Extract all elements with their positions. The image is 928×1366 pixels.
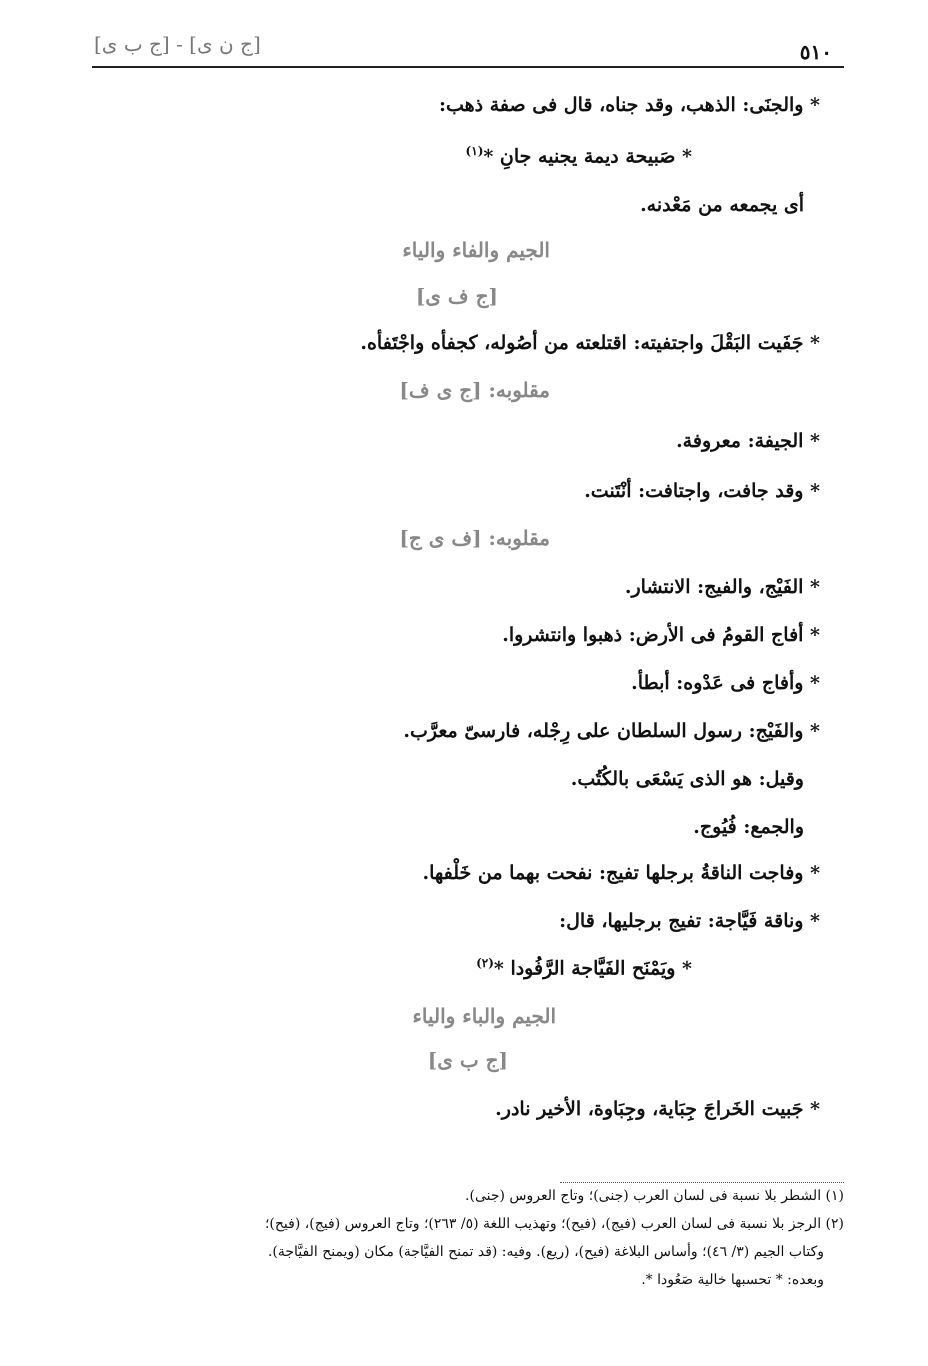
footnote: (٢) الرجز بلا نسبة فى لسان العرب (فيج)، (فيح)؛ وتهذيب اللغة (٥/ ٢٦٣)؛ وتاج العروس (فيج)، (فيح)؛	[264, 1216, 844, 1232]
section-heading: الجيم والباء والياء	[412, 1004, 556, 1028]
text-line: أى يجمعه من مَعْدنه.	[640, 194, 804, 216]
page-number: ٥١٠	[799, 40, 832, 64]
verse-line: * صَبيحة ديمة يجنيه جانِ *$^{(١)}$	[465, 144, 692, 168]
text-line: * وقد جافت، واجتافت: أنْتَنت.	[584, 480, 820, 502]
text-line: * جَبيت الخَراجَ جِبَاية، وجِبَاوة، الأخير نادر.	[495, 1098, 820, 1120]
section-heading: الجيم والفاء والياء	[402, 238, 550, 262]
text-line: * والجنَى: الذهب، وقد جناه، قال فى صفة ذهب:	[438, 94, 820, 116]
text-line: * وأفاج فى عَدْوه: أبطأ.	[631, 672, 820, 694]
page-header	[90, 28, 838, 62]
verse-line: * ويَمْنَح الفَيَّاجة الرَّفُودا *$^{(٢)}$	[476, 956, 692, 980]
footnote: (١) الشطر بلا نسبة فى لسان العرب (جنى)؛ وتاج العروس (جنى).	[465, 1188, 844, 1204]
text-line: والجمع: فُيُوج.	[693, 816, 804, 838]
running-head: [ج ن ى] - [ج ب ى]	[94, 32, 261, 56]
text-line: * أفاج القومُ فى الأرض: ذهبوا وانتشروا.	[502, 624, 820, 646]
footnote-separator	[560, 1182, 844, 1184]
footnote-ref: (١)	[465, 144, 484, 158]
text-line: * الجيفة: معروفة.	[676, 430, 820, 452]
footnote-ref: (٢)	[476, 956, 494, 970]
inverse-root-marker: مقلوبه: [ف ى ج]	[399, 526, 550, 550]
header-rule	[92, 66, 844, 68]
text-line: * جَفَيت البَقْلَ واجتفيته: اقتلعته من أصُوله، كجفأه واجْتَفأه.	[360, 332, 820, 354]
root-marker: [ج ف ى]	[415, 284, 498, 308]
text-line: * وفاجت الناقةُ برجلها تفيج: نفحت بهما من خَلْفها.	[422, 862, 820, 884]
text-line: * وناقة فَيَّاجة: تفيج برجليها، قال:	[559, 910, 820, 932]
footnote: وبعده: * تحسبها خالية صَعُودا *.	[641, 1272, 824, 1288]
text-line: وقيل: هو الذى يَسْعَى بالكُتُب.	[570, 768, 804, 790]
text-line: * الفَيْج، والفيج: الانتشار.	[624, 576, 820, 598]
inverse-root-marker: مقلوبه: [ج ى ف]	[399, 378, 550, 402]
text-line: * والفَيْج: رسول السلطان على رِجْله، فارسىّ معرَّب.	[403, 720, 820, 742]
footnote: وكتاب الجيم (٣/ ٤٦)؛ وأساس البلاغة (فيح)، (ريع). وفيه: (قد تمنح الفيَّاجة) مكان (ويمنح الفيَّاجة).	[267, 1244, 824, 1260]
root-marker: [ج ب ى]	[427, 1048, 508, 1072]
